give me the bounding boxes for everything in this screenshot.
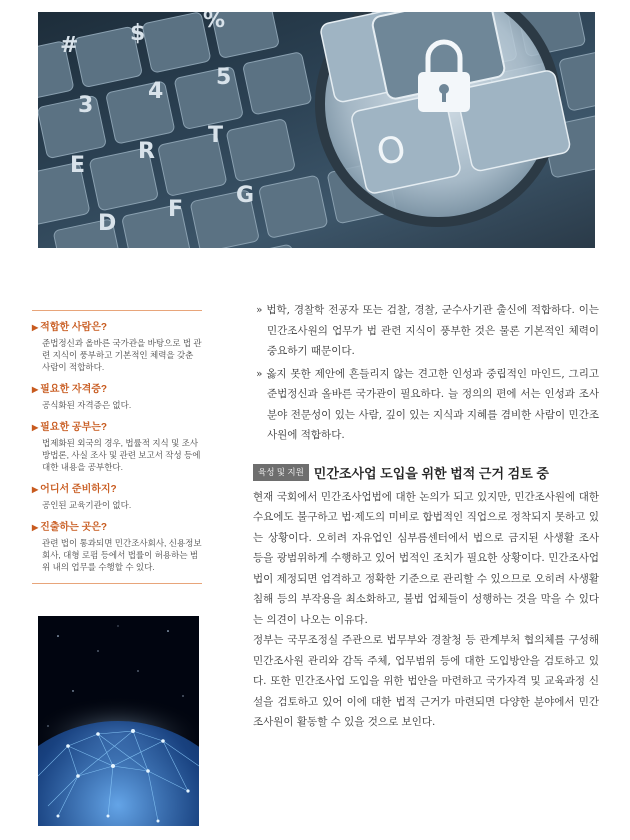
triangle-bullet-icon: ▶ [32, 385, 39, 394]
sidebar-item [32, 521, 202, 573]
body-paragraph: 정부는 국무조정실 주관으로 법무부와 경찰청 등 관계부처 협의체를 구성해 민간조사원 관리와 감독 주체, 업무범위 등에 대한 도입방안을 검토하고 있다. 또한 민간조사업 도입을 위한 법안을 마련하고 국가자격 및 교육과정 신설을 검토하고 있어 이에 대한 법적 근거가 마련되면 다양한 분야에서 민간조사원이 활동할 수 있을 것으로 보인다. [253, 634, 599, 728]
triangle-bullet-icon: ▶ [32, 423, 39, 432]
svg-text:O: O [373, 128, 410, 175]
hero-keyboard-lock-photo [38, 12, 595, 248]
section-title: 민간조사업 도입을 위한 법적 근거 검토 중 [313, 465, 549, 481]
sidebar-answer: 준법정신과 올바른 국가관을 바탕으로 법 관련 지식이 풍부하고 기본적인 체력을 갖춘 사람이 적합하다. [42, 338, 202, 372]
sidebar-question [32, 483, 202, 496]
main-content [253, 300, 599, 733]
svg-text:4: 4 [148, 79, 164, 104]
sidebar-question [32, 521, 202, 534]
sidebar-bottom-rule [32, 583, 202, 584]
svg-text:E: E [70, 153, 86, 178]
triangle-bullet-icon: ▶ [32, 485, 39, 494]
svg-text:R: R [138, 139, 155, 164]
network-globe-photo [38, 616, 199, 826]
sidebar-qa [32, 310, 202, 584]
sidebar-question [32, 421, 202, 434]
svg-text:G: G [236, 183, 255, 208]
globe-sphere [38, 721, 199, 826]
sidebar-question [32, 383, 202, 396]
sidebar-answer: 공식화된 자격증은 없다. [42, 400, 132, 410]
sidebar-question-text: 진출하는 곳은? [40, 522, 108, 533]
sidebar-item [32, 483, 202, 511]
svg-text:T: T [208, 123, 224, 148]
bullet-paragraph: » 법학, 경찰학 전공자 또는 검찰, 경찰, 군수사기관 출신에 적합하다. 이는 민간조사원의 업무가 법 관련 지식이 풍부한 것은 물론 기본적인 체력이 중요하기 때문이다. [256, 304, 599, 357]
triangle-bullet-icon: ▶ [32, 523, 39, 532]
bullet-paragraph: » 옳지 못한 제안에 흔들리지 않는 견고한 인성과 중립적인 마인드, 그리고 준법정신과 올바른 국가관이 필요하다. 늘 정의의 편에 서는 인성과 조사 분야 전문성이 있는 사람, 깊이 있는 지식과 지혜를 겸비한 사람이 민간조사원에 적합하다. [256, 367, 599, 441]
sidebar-question-text: 적합한 사람은? [40, 322, 108, 333]
sidebar-answer: 관련 법이 통과되면 민간조사회사, 신용정보회사, 대형 로펌 등에서 법률이 허용하는 범위 내의 업무를 수행할 수 있다. [42, 538, 202, 572]
svg-text:5: 5 [216, 65, 232, 90]
body-paragraph: 현재 국회에서 민간조사업법에 대한 논의가 되고 있지만, 민간조사원에 대한 수요에도 불구하고 법·제도의 미비로 합법적인 직업으로 정착되지 못하고 있는 상황이다. 오히려 자유업인 심부름센터에서 법으로 금지된 사생활 조사 등을 광범위하게 수행하고 있어 법적인 조치가 필요한 상황이다. 민간조사업법이 제정되면 엄격하고 정확한 기준으로 관리할 수 있으므로 오히려 사생활 침해 등의 부작용을 최소화하고, 불법 업체들이 성행하는 것을 막을 수 있다는 의견이 나오는 이유다. [253, 490, 599, 626]
svg-text:#: # [60, 33, 79, 58]
globe-illustration [38, 616, 199, 826]
sidebar-item [32, 383, 202, 411]
svg-text:D: D [98, 211, 117, 236]
sidebar-top-rule [32, 310, 202, 311]
svg-text:3: 3 [78, 93, 94, 118]
sidebar-question-text: 어디서 준비하지? [40, 484, 117, 495]
sidebar-answer: 법제화된 외국의 경우, 법률적 지식 및 조사방법론, 사실 조사 및 관련 보고서 작성 등에 대한 내용을 공부한다. [42, 438, 201, 472]
svg-text:$: $ [130, 21, 146, 46]
sidebar-item [32, 421, 202, 473]
sidebar-question-text: 필요한 공부는? [40, 422, 108, 433]
sidebar-answer: 공인된 교육기관이 없다. [42, 500, 132, 510]
sidebar-item [32, 321, 202, 373]
svg-text:%: % [203, 12, 226, 33]
section-heading [253, 463, 599, 482]
sidebar-question-text: 필요한 자격증? [40, 384, 108, 395]
keyboard-illustration [38, 12, 595, 248]
sidebar-question [32, 321, 202, 334]
section-tag: 육성 및 지원 [253, 464, 309, 481]
svg-text:F: F [168, 197, 184, 222]
triangle-bullet-icon: ▶ [32, 323, 39, 332]
